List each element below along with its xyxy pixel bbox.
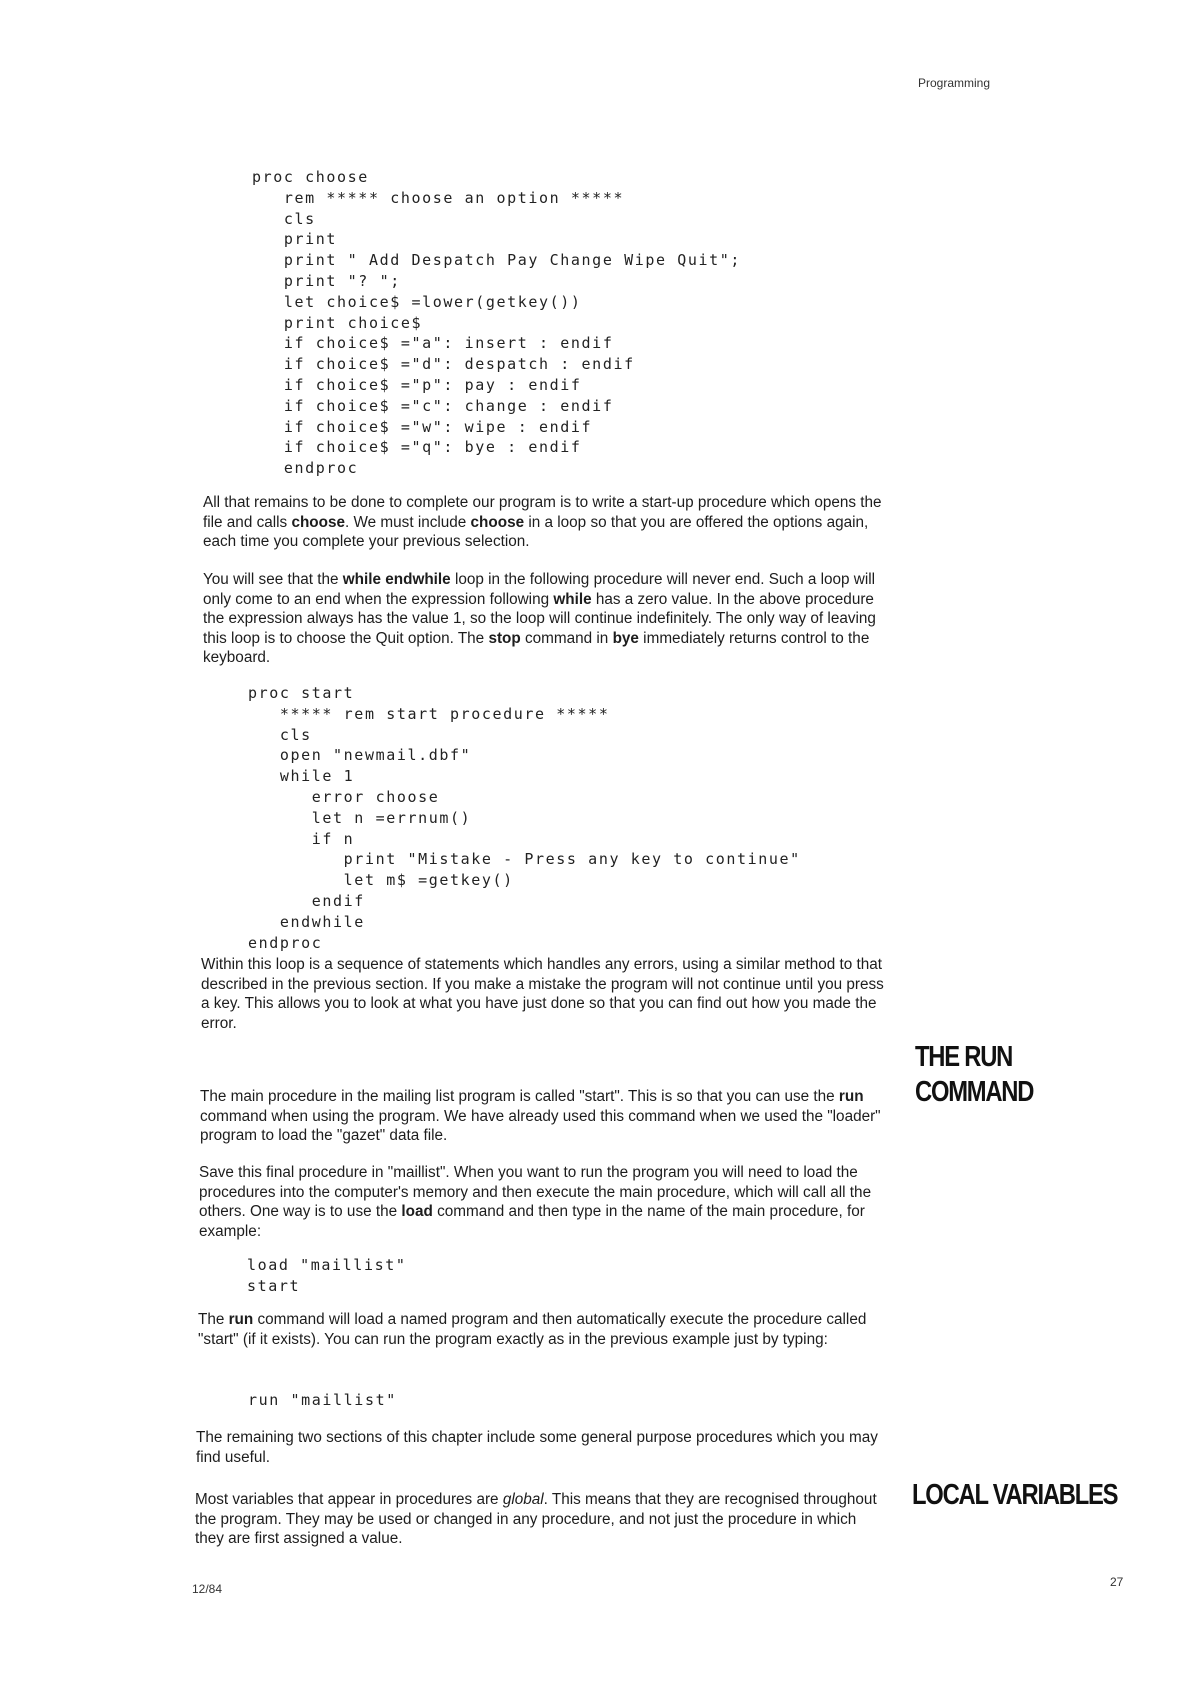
bold-keyword: choose xyxy=(470,513,525,531)
text-run: . We must include xyxy=(345,513,471,531)
bold-keyword: while xyxy=(553,590,592,608)
text-run: in a loop so that you are offered the options again, each time you complete your previous selection. xyxy=(203,513,869,551)
bold-keyword: load xyxy=(401,1203,433,1221)
footer-date: 12/84 xyxy=(192,1582,223,1596)
emphasis-text: global xyxy=(502,1491,544,1508)
code-block-load-example: load "maillist" start xyxy=(247,1256,407,1295)
page-number: 27 xyxy=(1110,1575,1124,1589)
running-header: Programming xyxy=(918,76,991,90)
text-run: . This means that they are recognised throughout the program. They may be used or changed in any procedure, and not just the procedure in which they are first assigned a value. xyxy=(195,1491,877,1548)
text-run: Save this final procedure in "maillist". When you want to run the program you will need to load the procedures into the computer's memory and then execute the main procedure, which will call all the others. One way is to use the xyxy=(199,1164,872,1221)
text-run: has a zero value. In the above procedure the expression always has the value 1, so the loop will continue indefinitely. The only way of leaving this loop is to choose the Quit option. The xyxy=(203,590,876,647)
paragraph-startup-procedure xyxy=(203,493,891,552)
text-run: Most variables that appear in procedures are xyxy=(195,1491,503,1508)
text-run: command in xyxy=(520,629,613,647)
bold-keyword: while endwhile xyxy=(342,571,451,588)
paragraph-save-procedure xyxy=(199,1163,887,1241)
text-run: You will see that the xyxy=(203,571,343,588)
heading-local-variables: LOCAL VARIABLES xyxy=(912,1479,1118,1511)
text-run: command when using the program. We have already used this command when we used the "loader" program to load the "gazet" data file. xyxy=(200,1107,881,1145)
text-run: All that remains to be done to complete our program is to write a start-up procedure which opens the file and calls xyxy=(203,494,882,531)
heading-the-run-command: THE RUN COMMAND xyxy=(915,1041,1034,1108)
bold-keyword: run xyxy=(838,1088,864,1105)
text-run: The xyxy=(198,1311,229,1328)
text-run: command and then type in the name of the main procedure, for example: xyxy=(199,1203,865,1240)
bold-keyword: choose xyxy=(291,513,345,531)
text-run: The main procedure in the mailing list program is called "start". This is so that you can use the xyxy=(200,1088,839,1105)
text-run: Within this loop is a sequence of statements which handles any errors, using a similar method to that described in the previous section. If you make a mistake the program will not continue until you press a key. This allows you to look at what you have just done so that you can find out how you made the error. xyxy=(201,956,884,1032)
paragraph-global-variables xyxy=(195,1490,883,1549)
text-run: The remaining two sections of this chapter include some general purpose procedures which you may find useful. xyxy=(196,1429,878,1466)
code-block-proc-start: proc start ***** rem start procedure ***** cls open "newmail.dbf" while 1 error choose let n =errnum() if n print "Mistake - Press any key to continue" let m$ =getkey() endif endwhile endproc xyxy=(248,684,801,952)
paragraph-error-handling xyxy=(201,955,889,1033)
paragraph-run-command xyxy=(198,1310,886,1349)
text-run: immediately returns control to the keyboard. xyxy=(203,629,870,667)
paragraph-while-loop xyxy=(203,570,891,668)
code-block-run-example: run "maillist" xyxy=(248,1391,397,1409)
text-run: loop in the following procedure will never end. Such a loop will only come to an end when the expression following xyxy=(203,571,876,608)
bold-keyword: stop xyxy=(488,629,521,647)
bold-keyword: bye xyxy=(612,629,639,647)
paragraph-remaining-sections xyxy=(196,1428,884,1467)
code-block-proc-choose: proc choose rem ***** choose an option ***** cls print print " Add Despatch Pay Change Wipe Quit"; print "? "; let choice$ =lower(getkey()) print choice$ if choice$ ="a": insert : endif if choice$ ="d": despatch : endif if choice$ ="p": pay : endif if choice$ ="c": change : endif if choice$ ="w": wipe : endif if choice$ ="q": bye : endif endproc xyxy=(252,168,742,478)
paragraph-main-procedure xyxy=(200,1087,888,1146)
bold-keyword: run xyxy=(228,1311,254,1328)
text-run: command will load a named program and then automatically execute the procedure called "start" (if it exists). You can run the program exactly as in the previous example just by typing: xyxy=(198,1311,867,1348)
